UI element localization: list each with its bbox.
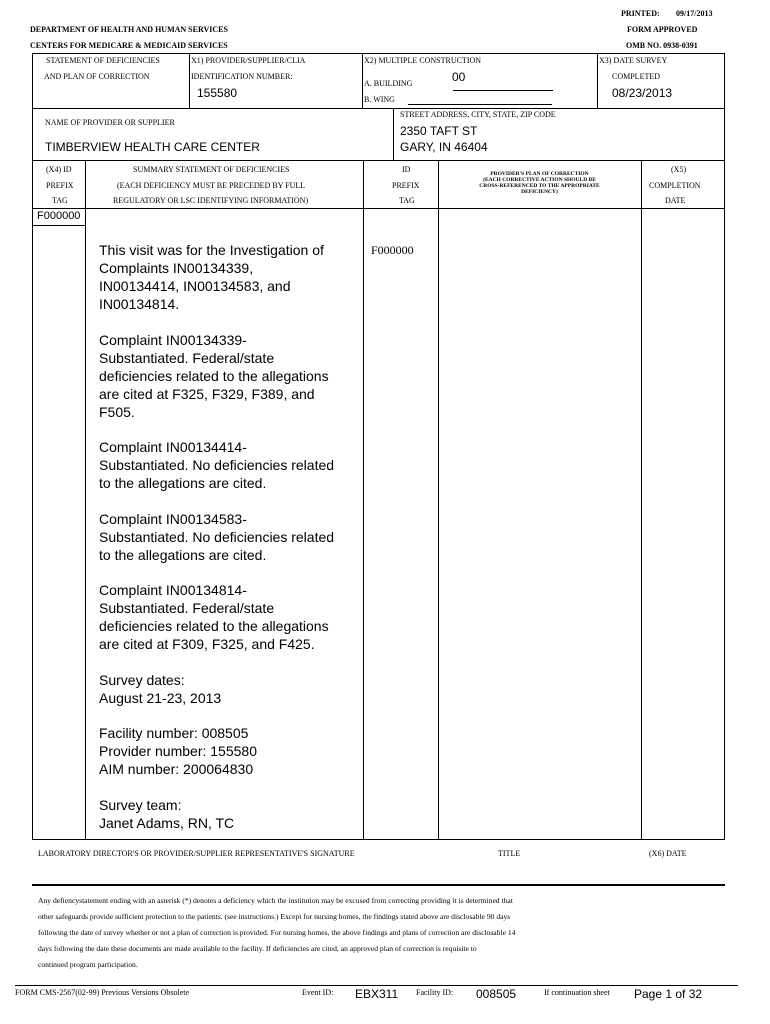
wing-underline	[408, 104, 552, 105]
provider-name-label: NAME OF PROVIDER OR SUPPLIER	[45, 118, 175, 127]
id-label: ID	[402, 165, 411, 174]
building-underline	[453, 90, 553, 91]
column-header-divider	[32, 208, 725, 209]
summary-paragraph: Facility number: 008505 Provider number: 155580 AIM number: 200064830	[99, 725, 257, 777]
plan-label-2: (EACH CORRECTIVE ACTION SHOULD BE	[483, 177, 596, 183]
building-label: A. BUILDING	[364, 79, 413, 88]
facility-id-label: Facility ID:	[416, 988, 454, 997]
plan-label-4: DEFICIENCY)	[521, 189, 558, 195]
summary-paragraph: Survey dates: August 21-23, 2013	[99, 671, 222, 706]
divider-x2	[362, 53, 363, 108]
footnote-line: other safeguards provide sufficient protection to the patients. (see instructions.) Except for nursing homes, the findings stated above are disclosable 90 days	[38, 912, 511, 921]
signature-label: LABORATORY DIRECTOR'S OR PROVIDER/SUPPLIER REPRESENTATIVE'S SIGNATURE	[38, 849, 355, 858]
summary-paragraph: This visit was for the Investigation of Complaints IN00134339, IN00134414, IN00134583, and IN00134814.	[99, 242, 324, 312]
col-divider-3	[438, 160, 439, 839]
event-id-label: Event ID:	[302, 988, 334, 997]
plan-label-3: CROSS-REFERENCED TO THE APPROPRIATE	[479, 183, 600, 189]
col-divider-4	[641, 160, 642, 839]
x4-prefix-label: PREFIX	[46, 181, 74, 190]
frame-right	[724, 53, 725, 839]
x1-sublabel: IDENTIFICATION NUMBER:	[191, 72, 293, 81]
footer-rule	[15, 985, 738, 986]
summary-text	[99, 241, 361, 849]
title-label: TITLE	[498, 849, 521, 858]
event-id-value: EBX311	[355, 987, 399, 1001]
plan-header	[438, 171, 641, 195]
centers-title: CENTERS FOR MEDICARE & MEDICAID SERVICES	[30, 41, 228, 50]
col-divider-2	[363, 160, 364, 839]
facility-id-value: 008505	[476, 987, 517, 1001]
address-label: STREET ADDRESS, CITY, STATE, ZIP CODE	[400, 110, 556, 119]
wing-label: B. WING	[364, 95, 395, 104]
row1-divider	[32, 108, 725, 109]
completion-label: COMPLETION	[649, 181, 701, 190]
summary-label-2: (EACH DEFICIENCY MUST BE PRECEDED BY FULL	[117, 181, 306, 190]
id-prefix-label: PREFIX	[392, 181, 420, 190]
survey-date-value: 08/23/2013	[612, 86, 673, 100]
x5-label: (X5)	[671, 165, 687, 174]
x3-sublabel: COMPLETED	[612, 72, 660, 81]
row2-divider	[32, 160, 725, 161]
x6-date-label: (X6) DATE	[649, 849, 687, 858]
signature-rule	[32, 884, 725, 886]
printed-date: 09/17/2013	[676, 9, 713, 18]
frame-top	[32, 53, 725, 54]
divider-address	[393, 108, 394, 160]
address-city: GARY, IN 46404	[400, 140, 488, 154]
divider-x3	[597, 53, 598, 108]
summary-paragraph: Complaint IN00134814- Substantiated. Federal/state deficiencies related to the allegations are cited at F309, F325, and F425.	[99, 582, 329, 652]
x4-id-label: (X4) ID	[46, 165, 72, 174]
id-tag-label: TAG	[399, 196, 415, 205]
summary-label-1: SUMMARY STATEMENT OF DEFICIENCIES	[133, 165, 290, 174]
x1-label: X1) PROVIDER/SUPPLIER/CLIA	[191, 56, 306, 65]
footnote-line: following the date of survey whether or not a plan of correction is provided. For nursing homes, the above findings and plans of correction are disclosable 14	[38, 928, 516, 937]
printed-label: PRINTED:	[621, 9, 660, 18]
x2-label: X2) MULTIPLE CONSTRUCTION	[364, 56, 482, 65]
provider-name-value: TIMBERVIEW HEALTH CARE CENTER	[45, 140, 260, 154]
footnote-line: days following the date these documents are made available to the facility. If deficiencies are cited, an approved plan of correction is requisite to	[38, 944, 477, 953]
statement-label: STATEMENT OF DEFICIENCIES	[46, 56, 160, 65]
col-divider-1	[85, 160, 86, 839]
page-number: Page 1 of 32	[634, 987, 703, 1001]
form-approved: FORM APPROVED	[627, 25, 698, 34]
form-number: FORM CMS-2567(02-99) Previous Versions Obsolete	[15, 988, 190, 997]
divider-x1	[189, 53, 190, 108]
plan-label: AND PLAN OF CORRECTION	[44, 72, 150, 81]
address-street: 2350 TAFT ST	[400, 124, 478, 138]
department-title: DEPARTMENT OF HEALTH AND HUMAN SERVICES	[30, 25, 228, 34]
summary-paragraph: Survey team: Janet Adams, RN, TC	[99, 796, 235, 831]
disclosure-footnote	[38, 893, 738, 973]
x4-tag-label: TAG	[52, 196, 68, 205]
footnote-line: continued program participation.	[38, 960, 138, 969]
x3-label: X3) DATE SURVEY	[599, 56, 668, 65]
summary-paragraph: Complaint IN00134339- Substantiated. Federal/state deficiencies related to the allegations are cited at F325, F329, F389, and F505.	[99, 331, 329, 420]
date-label: DATE	[665, 196, 686, 205]
summary-paragraph: Complaint IN00134583- Substantiated. No deficiencies related to the allegations are cited.	[99, 510, 335, 563]
plan-label-1: PROVIDER'S PLAN OF CORRECTION	[490, 171, 589, 177]
footnote-line: Any defiencystatement ending with an asterisk (*) denotes a deficiency which the institution may be excused from correcting providing it is determined that	[38, 896, 513, 905]
summary-label-3: REGULATORY OR LSC IDENTIFYING INFORMATION)	[113, 196, 309, 205]
continuation-label: If continuation sheet	[544, 988, 610, 997]
right-prefix-tag: F000000	[371, 243, 414, 257]
summary-paragraph: Complaint IN00134414- Substantiated. No deficiencies related to the allegations are cited.	[99, 439, 335, 491]
left-prefix-tag: F000000	[37, 210, 81, 222]
left-tag-underline	[32, 225, 85, 226]
construction-value: 00	[452, 70, 466, 84]
frame-left	[32, 53, 33, 839]
provider-id-value: 155580	[197, 86, 238, 100]
omb-number: OMB NO. 0938-0391	[626, 41, 698, 50]
